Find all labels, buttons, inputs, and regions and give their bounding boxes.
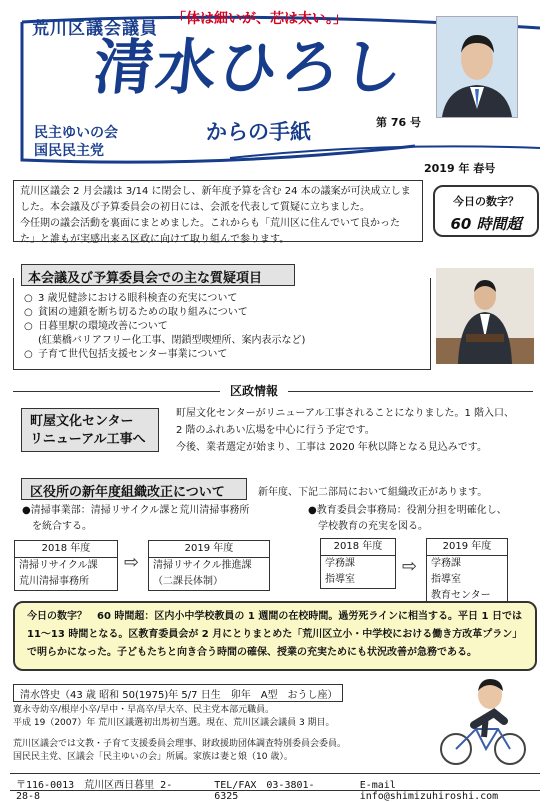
table-cell: （二課長体制） xyxy=(153,576,223,587)
bullet: ○ xyxy=(24,349,33,360)
topic-item xyxy=(24,320,424,334)
table-cell: 清掃リサイクル推進課 xyxy=(153,560,252,571)
speaking-photo xyxy=(436,268,534,364)
footer-contact xyxy=(10,773,540,802)
education-dept-description xyxy=(308,503,538,535)
arrow-icon: ⇨ xyxy=(402,556,418,577)
table-header: 2019 年度 xyxy=(149,541,269,558)
reorganization-text: 新年度、下記二部局において組織改正があります。 xyxy=(258,487,488,498)
bullet: ○ xyxy=(24,307,33,318)
topic-item-sub xyxy=(24,334,424,348)
slogan: 「体は細いが、芯は太い。」 xyxy=(172,11,347,27)
table-cell: 教育センター xyxy=(431,590,491,601)
email[interactable]: E-mail info@shimizuhiroshi.com xyxy=(359,780,499,802)
party-name-1: 民主ゆいの会 xyxy=(34,125,118,141)
phone-fax: TEL/FAX 03-3801-6325 xyxy=(214,780,315,802)
newsletter-subtitle: からの手紙 xyxy=(206,120,311,144)
intro-line: 今任期の議会活動を裏面にまとめました。これからも「荒川区に住んでいて良かった xyxy=(20,218,400,229)
table-cell: 学務課 xyxy=(431,558,461,569)
profile-line: 国民民主党、区議会「民主ゆいの会」所属。家族は妻と娘（10 歳）。 xyxy=(13,752,293,762)
desc-line: ●教育委員会事務局：役割分担を明確化し、 xyxy=(308,505,507,516)
topic-text: 子育て世代包括支援センター事業について xyxy=(38,349,228,360)
topic-text: (紅葉橋バリアフリー化工事、閉鎖型喫煙所、案内表示など) xyxy=(38,335,306,346)
education-2018-table xyxy=(320,538,396,589)
issue-number: 第 76 号 xyxy=(376,116,421,129)
address: 〒116-0013 荒川区西日暮里 2-28-8 xyxy=(16,780,173,802)
header xyxy=(0,0,547,160)
table-cell: 学務課 xyxy=(325,558,355,569)
topics-list xyxy=(13,278,431,370)
bullet: ○ xyxy=(24,321,33,332)
cleaning-dept-description xyxy=(22,503,292,535)
topic-item xyxy=(24,306,424,320)
reorganization-title: 区役所の新年度組織改正について xyxy=(21,478,247,500)
machiya-text-line: 町屋文化センターがリニューアル工事されることになりました。1 階入口、 xyxy=(176,408,515,419)
bullet: ○ xyxy=(24,293,33,304)
desc-line: を統合する。 xyxy=(32,521,92,532)
intro-line: した。本会議及び予算委員会の初日には、会派を代表して質疑に立ちました。 xyxy=(20,202,370,213)
topic-text: 日暮里駅の環境改善について xyxy=(38,321,168,332)
machiya-title xyxy=(21,408,159,452)
ward-info-heading: 区政情報 xyxy=(220,382,288,399)
desc-line: 学校教育の充実を図る。 xyxy=(318,521,428,532)
number-of-the-day-box xyxy=(433,185,539,237)
cleaning-2018-table xyxy=(14,540,118,591)
number-question: 今日の数字？ xyxy=(453,195,519,208)
table-header: 2019 年度 xyxy=(427,539,507,556)
desc-line: ●清掃事業部：清掃リサイクル課と荒川清掃事務所 xyxy=(22,505,250,516)
portrait-photo xyxy=(436,16,518,118)
table-cell: 指導室 xyxy=(431,574,461,585)
topics-title: 本会議及び予算委員会での主な質疑項目 xyxy=(21,264,295,286)
topic-text: 3 歳児健診における眼科検査の充実について xyxy=(38,293,238,304)
party-name-2: 国民民主党 xyxy=(34,143,104,159)
number-explanation-box xyxy=(13,601,537,671)
arrow-icon: ⇨ xyxy=(124,552,140,573)
profile-line: 平成 19（2007）年 荒川区議選初出馬初当選。現在、荒川区議会議員 3 期目。 xyxy=(13,718,335,728)
topic-item xyxy=(24,348,424,362)
cleaning-2019-table xyxy=(148,540,270,591)
table-cell: 指導室 xyxy=(325,574,355,585)
highlight-line: 11～13 時間となる。区教育委員会が 2 月にとりまとめた「荒川区立小・中学校における働き方改革プラン」 xyxy=(27,629,523,640)
intro-text xyxy=(13,180,423,245)
highlight-line: で明らかになった。子どもたちと向き合う時間の確保、授業の充実ためにも状況改善が急務である。 xyxy=(27,647,477,658)
table-cell: 清掃リサイクル課 xyxy=(19,560,98,571)
table-header: 2018 年度 xyxy=(15,541,117,558)
bicycle-caricature-icon xyxy=(428,675,538,770)
intro-line: 荒川区議会 2 月会議は 3/14 に閉会し、新年度予算を含む 24 本の議案が可決成立しま xyxy=(20,186,411,197)
number-answer: 60 時間超 xyxy=(450,215,522,233)
topic-text: 貧困の連鎖を断ち切るための取り組みについて xyxy=(38,307,248,318)
org-name: 荒川区議会議員 xyxy=(32,19,158,39)
intro-line: た」と誰もが実感出来る区政に向けて取り組んで参ります。 xyxy=(20,234,290,245)
profile-text xyxy=(13,704,413,764)
table-header: 2018 年度 xyxy=(321,539,395,556)
profile-title: 清水啓史（43 歳 昭和 50(1975)年 5/7 日生 卯年 A型 おうし座） xyxy=(13,684,343,702)
machiya-title-line: 町屋文化センター xyxy=(30,414,134,429)
newsletter-title: 清水ひろし xyxy=(90,33,408,103)
topic-item xyxy=(24,292,424,306)
highlight-line: 今日の数字？ 60 時間超：区内小中学校教員の 1 週間の在校時間。過労死ラインに相当する。平日 1 日では xyxy=(27,611,522,622)
season-label: 2019 年 春号 xyxy=(424,162,496,175)
profile-line: 寛永寺幼卒/根岸小卒/早中・早高卒/早大卒、民主党本部元職員。 xyxy=(13,705,275,715)
table-cell: 荒川清掃事務所 xyxy=(19,576,89,587)
education-2019-table xyxy=(426,538,508,605)
machiya-text-line: 今後、業者選定が始まり、工事は 2020 年秋以降となる見込みです。 xyxy=(176,442,488,453)
profile-line: 荒川区議会では文教・子育て支援委員会理事、財政援助団体調査特別委員会委員。 xyxy=(13,739,347,749)
profile-spacer xyxy=(13,730,413,738)
machiya-text-line: 2 階のふれあい広場を中心に行う予定です。 xyxy=(176,425,375,436)
machiya-title-line: リニューアル工事へ xyxy=(30,432,146,447)
machiya-text xyxy=(176,405,536,456)
